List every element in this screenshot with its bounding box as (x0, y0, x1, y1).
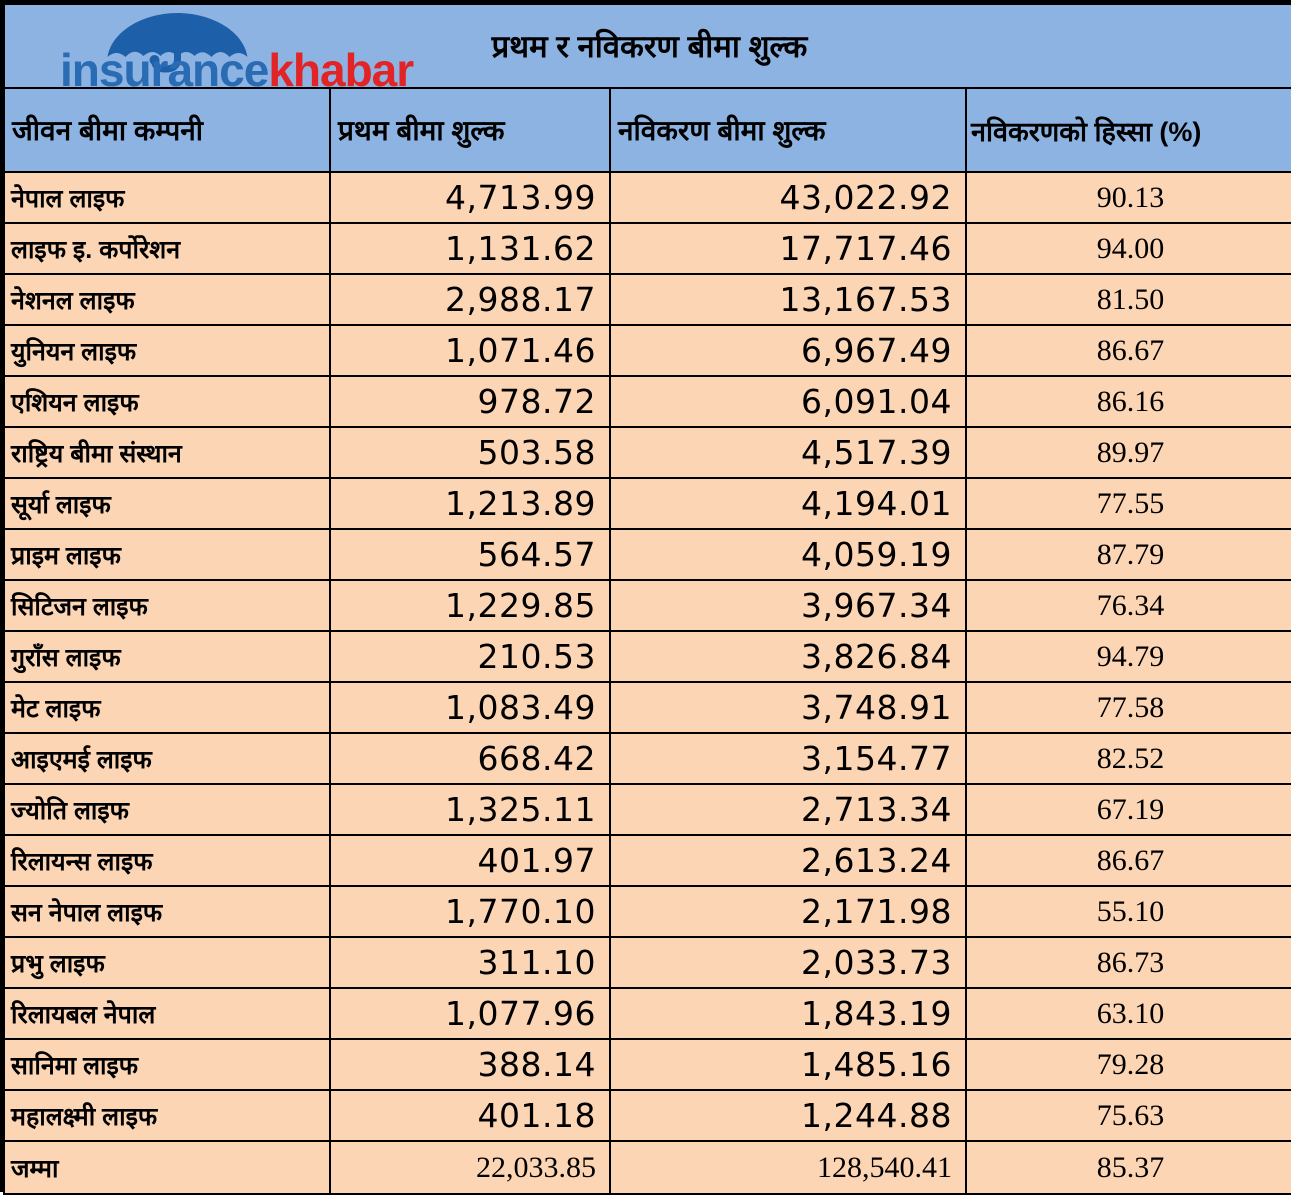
total-row (4, 1141, 1291, 1194)
table-row (4, 886, 1291, 937)
renewal-share-cell: 77.55 (966, 478, 1291, 529)
first-premium-cell: 1,213.89 (330, 478, 610, 529)
column-header-row (4, 88, 1291, 172)
renewal-share-cell: 86.73 (966, 937, 1291, 988)
table-row (4, 784, 1291, 835)
renewal-premium-cell: 3,967.34 (610, 580, 966, 631)
company-name-cell: सिटिजन लाइफ (4, 580, 330, 631)
renewal-share-cell: 67.19 (966, 784, 1291, 835)
table-row (4, 733, 1291, 784)
renewal-share-cell: 94.79 (966, 631, 1291, 682)
company-name-cell: नेशनल लाइफ (4, 274, 330, 325)
table-row (4, 1039, 1291, 1090)
company-name-cell: मेट लाइफ (4, 682, 330, 733)
company-name-cell: गुराँस लाइफ (4, 631, 330, 682)
renewal-premium-cell: 17,717.46 (610, 223, 966, 274)
renewal-premium-cell: 2,033.73 (610, 937, 966, 988)
table-row (4, 1090, 1291, 1141)
renewal-share-cell: 79.28 (966, 1039, 1291, 1090)
renewal-share-cell: 94.00 (966, 223, 1291, 274)
table-row (4, 937, 1291, 988)
first-premium-cell: 1,083.49 (330, 682, 610, 733)
company-name-cell: नेपाल लाइफ (4, 172, 330, 223)
total-renewal-share-cell: 85.37 (966, 1141, 1291, 1194)
company-name-cell: महालक्ष्मी लाइफ (4, 1090, 330, 1141)
table-body (4, 172, 1291, 1141)
logo-text-insurance: insurance (60, 44, 269, 88)
table-row (4, 274, 1291, 325)
first-premium-cell: 564.57 (330, 529, 610, 580)
renewal-share-cell: 63.10 (966, 988, 1291, 1039)
table-row (4, 223, 1291, 274)
table-row (4, 325, 1291, 376)
company-name-cell: युनियन लाइफ (4, 325, 330, 376)
first-premium-cell: 978.72 (330, 376, 610, 427)
title-band (4, 4, 1291, 88)
table-row (4, 580, 1291, 631)
first-premium-cell: 388.14 (330, 1039, 610, 1090)
renewal-premium-cell: 3,826.84 (610, 631, 966, 682)
first-premium-cell: 503.58 (330, 427, 610, 478)
renewal-premium-cell: 2,171.98 (610, 886, 966, 937)
table-row (4, 427, 1291, 478)
company-name-cell: ज्योति लाइफ (4, 784, 330, 835)
renewal-premium-cell: 6,091.04 (610, 376, 966, 427)
header-company: जीवन बीमा कम्पनी (4, 88, 330, 172)
first-premium-cell: 1,325.11 (330, 784, 610, 835)
renewal-share-cell: 81.50 (966, 274, 1291, 325)
renewal-share-cell: 55.10 (966, 886, 1291, 937)
renewal-share-cell: 82.52 (966, 733, 1291, 784)
renewal-premium-cell: 1,485.16 (610, 1039, 966, 1090)
total-first-premium-cell: 22,033.85 (330, 1141, 610, 1194)
first-premium-cell: 210.53 (330, 631, 610, 682)
header-renewal-share: नविकरणको हिस्सा (%) (966, 88, 1291, 172)
header-renewal-premium: नविकरण बीमा शुल्क (610, 88, 966, 172)
total-label-cell: जम्मा (4, 1141, 330, 1194)
total-renewal-premium-cell: 128,540.41 (610, 1141, 966, 1194)
first-premium-cell: 1,077.96 (330, 988, 610, 1039)
first-premium-cell: 401.97 (330, 835, 610, 886)
logo-text-khabar: khabar (268, 44, 414, 88)
company-name-cell: प्राइम लाइफ (4, 529, 330, 580)
company-name-cell: आइएमई लाइफ (4, 733, 330, 784)
renewal-share-cell: 76.34 (966, 580, 1291, 631)
first-premium-cell: 401.18 (330, 1090, 610, 1141)
renewal-premium-cell: 3,154.77 (610, 733, 966, 784)
first-premium-cell: 1,131.62 (330, 223, 610, 274)
company-name-cell: रिलायबल नेपाल (4, 988, 330, 1039)
renewal-share-cell: 89.97 (966, 427, 1291, 478)
renewal-premium-cell: 4,194.01 (610, 478, 966, 529)
renewal-share-cell: 90.13 (966, 172, 1291, 223)
renewal-share-cell: 87.79 (966, 529, 1291, 580)
first-premium-cell: 1,229.85 (330, 580, 610, 631)
renewal-share-cell: 86.16 (966, 376, 1291, 427)
renewal-premium-cell: 13,167.53 (610, 274, 966, 325)
renewal-premium-cell: 1,843.19 (610, 988, 966, 1039)
renewal-share-cell: 86.67 (966, 835, 1291, 886)
table-row (4, 529, 1291, 580)
renewal-premium-cell: 43,022.92 (610, 172, 966, 223)
table-row (4, 835, 1291, 886)
renewal-premium-cell: 2,713.34 (610, 784, 966, 835)
renewal-share-cell: 75.63 (966, 1090, 1291, 1141)
company-name-cell: सानिमा लाइफ (4, 1039, 330, 1090)
renewal-premium-cell: 6,967.49 (610, 325, 966, 376)
first-premium-cell: 1,770.10 (330, 886, 610, 937)
renewal-premium-cell: 3,748.91 (610, 682, 966, 733)
title-bar (4, 4, 1291, 88)
renewal-premium-cell: 2,613.24 (610, 835, 966, 886)
company-name-cell: प्रभु लाइफ (4, 937, 330, 988)
company-name-cell: रिलायन्स लाइफ (4, 835, 330, 886)
company-name-cell: एशियन लाइफ (4, 376, 330, 427)
first-premium-cell: 668.42 (330, 733, 610, 784)
table-row (4, 682, 1291, 733)
table-row (4, 172, 1291, 223)
table-row (4, 376, 1291, 427)
first-premium-cell: 311.10 (330, 937, 610, 988)
company-name-cell: सूर्या लाइफ (4, 478, 330, 529)
first-premium-cell: 2,988.17 (330, 274, 610, 325)
table-row (4, 631, 1291, 682)
first-premium-cell: 1,071.46 (330, 325, 610, 376)
table-row (4, 478, 1291, 529)
renewal-share-cell: 86.67 (966, 325, 1291, 376)
header-first-premium: प्रथम बीमा शुल्क (330, 88, 610, 172)
table-row (4, 988, 1291, 1039)
premium-table (3, 3, 1291, 1195)
company-name-cell: लाइफ इ. कर्पोरेशन (4, 223, 330, 274)
renewal-share-cell: 77.58 (966, 682, 1291, 733)
company-name-cell: सन नेपाल लाइफ (4, 886, 330, 937)
renewal-premium-cell: 4,517.39 (610, 427, 966, 478)
company-name-cell: राष्ट्रिय बीमा संस्थान (4, 427, 330, 478)
page-title: प्रथम र नविकरण बीमा शुल्क (491, 29, 808, 64)
renewal-premium-cell: 1,244.88 (610, 1090, 966, 1141)
renewal-premium-cell: 4,059.19 (610, 529, 966, 580)
first-premium-cell: 4,713.99 (330, 172, 610, 223)
